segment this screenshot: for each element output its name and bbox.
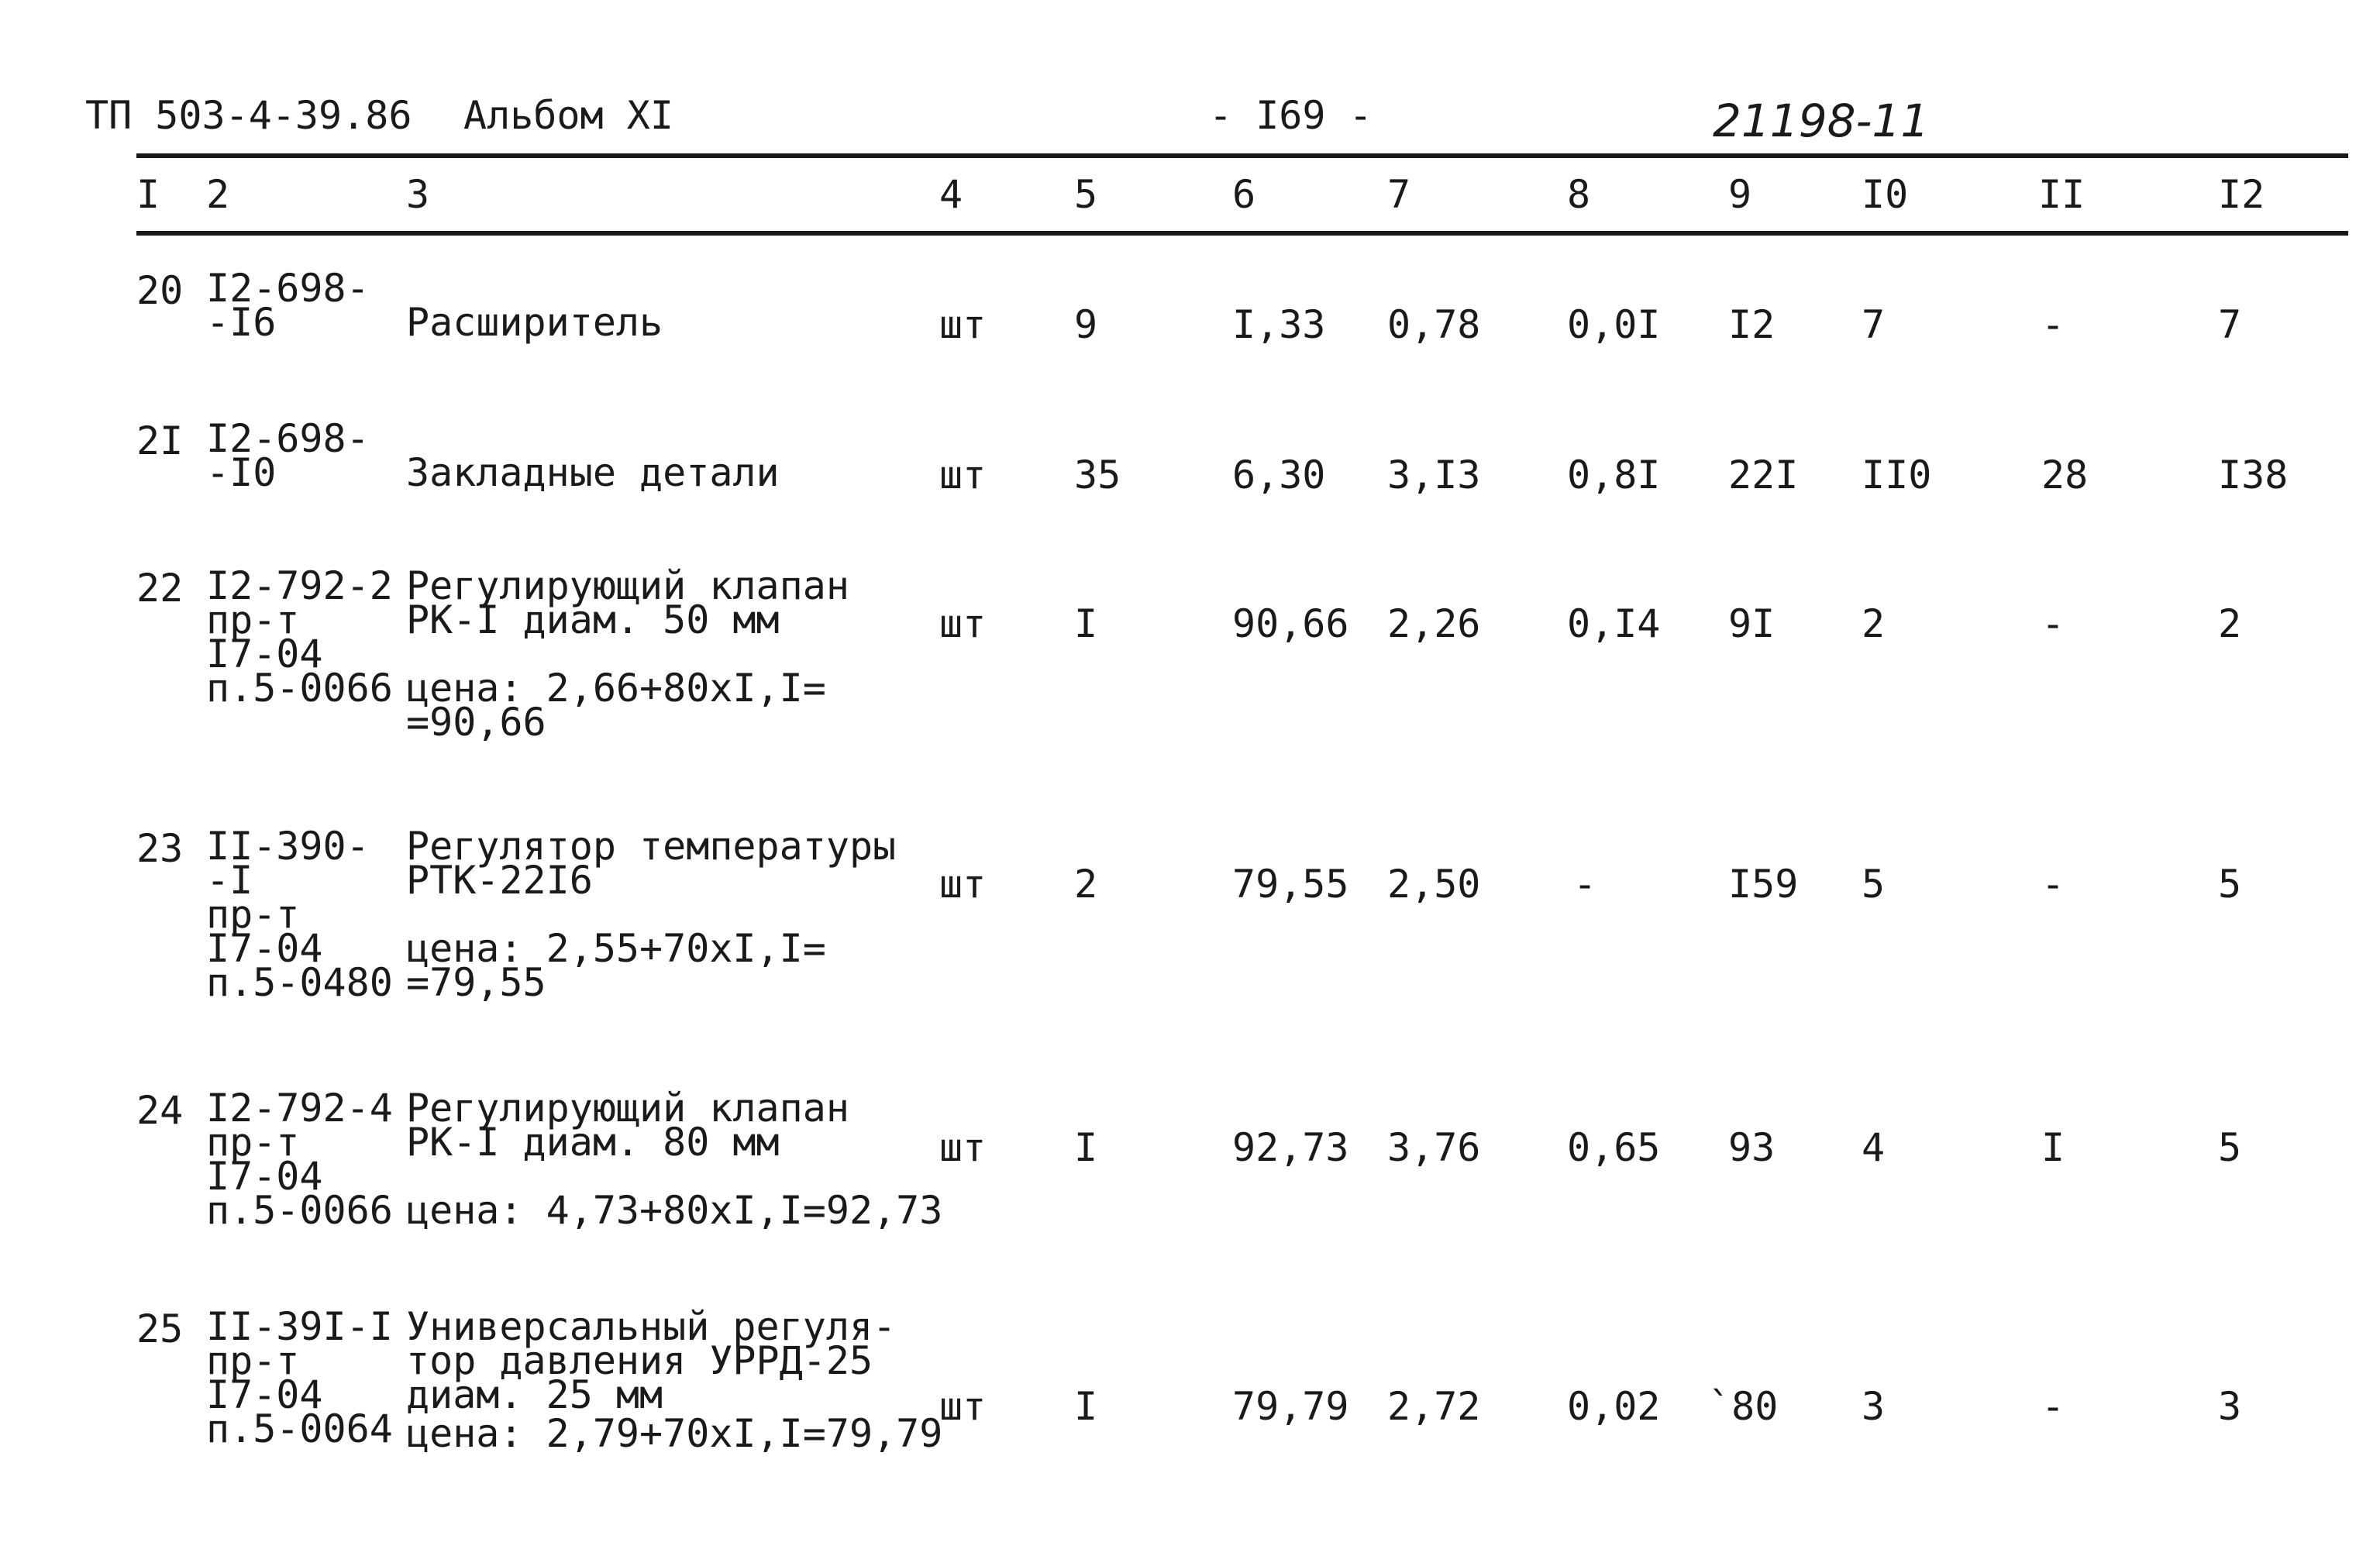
row-code: II-39I-I пр-т I7-04 п.5-0064 — [206, 1304, 393, 1451]
row-number: 2I — [136, 418, 184, 463]
col-header-2: 2 — [206, 172, 230, 217]
row-c5: I — [1074, 601, 1098, 646]
row-c8: 0,65 — [1567, 1125, 1661, 1170]
col-header-11: II — [2038, 172, 2086, 217]
top-rule — [136, 153, 2348, 158]
row-c6: 79,55 — [1232, 862, 1349, 907]
col-header-8: 8 — [1567, 172, 1591, 217]
row-number: 24 — [136, 1088, 184, 1133]
row-c8: 0,02 — [1567, 1384, 1661, 1429]
row-c8: 0,0I — [1567, 302, 1661, 347]
row-unit: шт — [939, 1384, 987, 1429]
album-label: Альбом XI — [463, 93, 673, 138]
row-c5: I — [1074, 1384, 1098, 1429]
row-c9: `80 — [1708, 1384, 1779, 1429]
page-number: - I69 - — [1209, 93, 1373, 138]
row-c8: - — [1573, 862, 1597, 907]
row-name: Универсальный регуля- тор давления УРРД-25 диам. 25 мм цена: 2,79+70хI,I=79,79 — [406, 1304, 943, 1456]
col-header-12: I2 — [2218, 172, 2265, 217]
row-c7: 3,76 — [1387, 1125, 1481, 1170]
row-c6: 92,73 — [1232, 1125, 1349, 1170]
row-c10: 7 — [1862, 302, 1886, 347]
row-c12: 7 — [2218, 302, 2242, 347]
col-header-9: 9 — [1728, 172, 1752, 217]
row-c6: 6,30 — [1232, 453, 1326, 497]
row-number: 23 — [136, 826, 184, 871]
col-header-10: I0 — [1862, 172, 1909, 217]
col-header-5: 5 — [1074, 172, 1098, 217]
row-c11: - — [2041, 302, 2065, 347]
row-c6: 79,79 — [1232, 1384, 1349, 1429]
row-number: 22 — [136, 566, 184, 611]
header-bottom-rule — [136, 231, 2348, 236]
row-c11: I — [2041, 1125, 2065, 1170]
row-name: Закладные детали — [406, 450, 780, 495]
row-c9: 93 — [1728, 1125, 1776, 1170]
row-unit: шт — [939, 453, 987, 497]
row-unit: шт — [939, 1125, 987, 1170]
row-c5: I — [1074, 1125, 1098, 1170]
row-c12: 5 — [2218, 862, 2242, 907]
row-c8: 0,8I — [1567, 453, 1661, 497]
row-code: I2-792-4 пр-т I7-04 п.5-0066 — [206, 1086, 393, 1233]
row-c12: 3 — [2218, 1384, 2242, 1429]
row-c7: 3,I3 — [1387, 453, 1481, 497]
row-c5: 35 — [1074, 453, 1121, 497]
row-c9: I59 — [1728, 862, 1799, 907]
row-c11: 28 — [2041, 453, 2089, 497]
row-c7: 2,72 — [1387, 1384, 1481, 1429]
row-unit: шт — [939, 862, 987, 907]
row-code: II-390- -I пр-т I7-04 п.5-0480 — [206, 824, 393, 1005]
row-c11: - — [2041, 862, 2065, 907]
row-unit: шт — [939, 302, 987, 347]
row-c9: 22I — [1728, 453, 1799, 497]
row-c10: 3 — [1862, 1384, 1886, 1429]
row-c11: - — [2041, 1384, 2065, 1429]
row-c12: I38 — [2218, 453, 2289, 497]
row-c9: I2 — [1728, 302, 1776, 347]
row-c12: 5 — [2218, 1125, 2242, 1170]
document-code: ТП 503-4-39.86 — [85, 93, 412, 138]
row-c7: 2,26 — [1387, 601, 1481, 646]
col-header-6: 6 — [1232, 172, 1256, 217]
row-c11: - — [2041, 601, 2065, 646]
row-name: Регулирующий клапан РК-I диам. 80 мм цена: 4,73+80хI,I=92,73 — [406, 1086, 943, 1233]
row-code: I2-698- -I0 — [206, 416, 370, 495]
row-number: 20 — [136, 268, 184, 313]
row-name: Регулятор температуры РТК-22I6 цена: 2,55+70хI,I= =79,55 — [406, 824, 897, 1005]
row-code: I2-698- -I6 — [206, 266, 370, 345]
row-c6: I,33 — [1232, 302, 1326, 347]
row-name: Регулирующий клапан РК-I диам. 50 мм цена: 2,66+80хI,I= =90,66 — [406, 563, 849, 745]
row-c7: 0,78 — [1387, 302, 1481, 347]
row-c10: 4 — [1862, 1125, 1886, 1170]
row-c5: 2 — [1074, 862, 1098, 907]
row-c9: 9I — [1728, 601, 1776, 646]
row-name: Расширитель — [406, 300, 663, 345]
col-header-7: 7 — [1387, 172, 1411, 217]
row-c5: 9 — [1074, 302, 1098, 347]
row-code: I2-792-2 пр-т I7-04 п.5-0066 — [206, 563, 393, 711]
row-number: 25 — [136, 1306, 184, 1351]
row-unit: шт — [939, 601, 987, 646]
col-header-3: 3 — [406, 172, 430, 217]
col-header-1: I — [136, 172, 160, 217]
row-c8: 0,I4 — [1567, 601, 1661, 646]
row-c7: 2,50 — [1387, 862, 1481, 907]
row-c10: 2 — [1862, 601, 1886, 646]
row-c6: 90,66 — [1232, 601, 1349, 646]
row-c10: 5 — [1862, 862, 1886, 907]
col-header-4: 4 — [939, 172, 963, 217]
row-c10: II0 — [1862, 453, 1932, 497]
row-c12: 2 — [2218, 601, 2242, 646]
handwritten-stamp: 21198-11 — [1713, 95, 1930, 147]
